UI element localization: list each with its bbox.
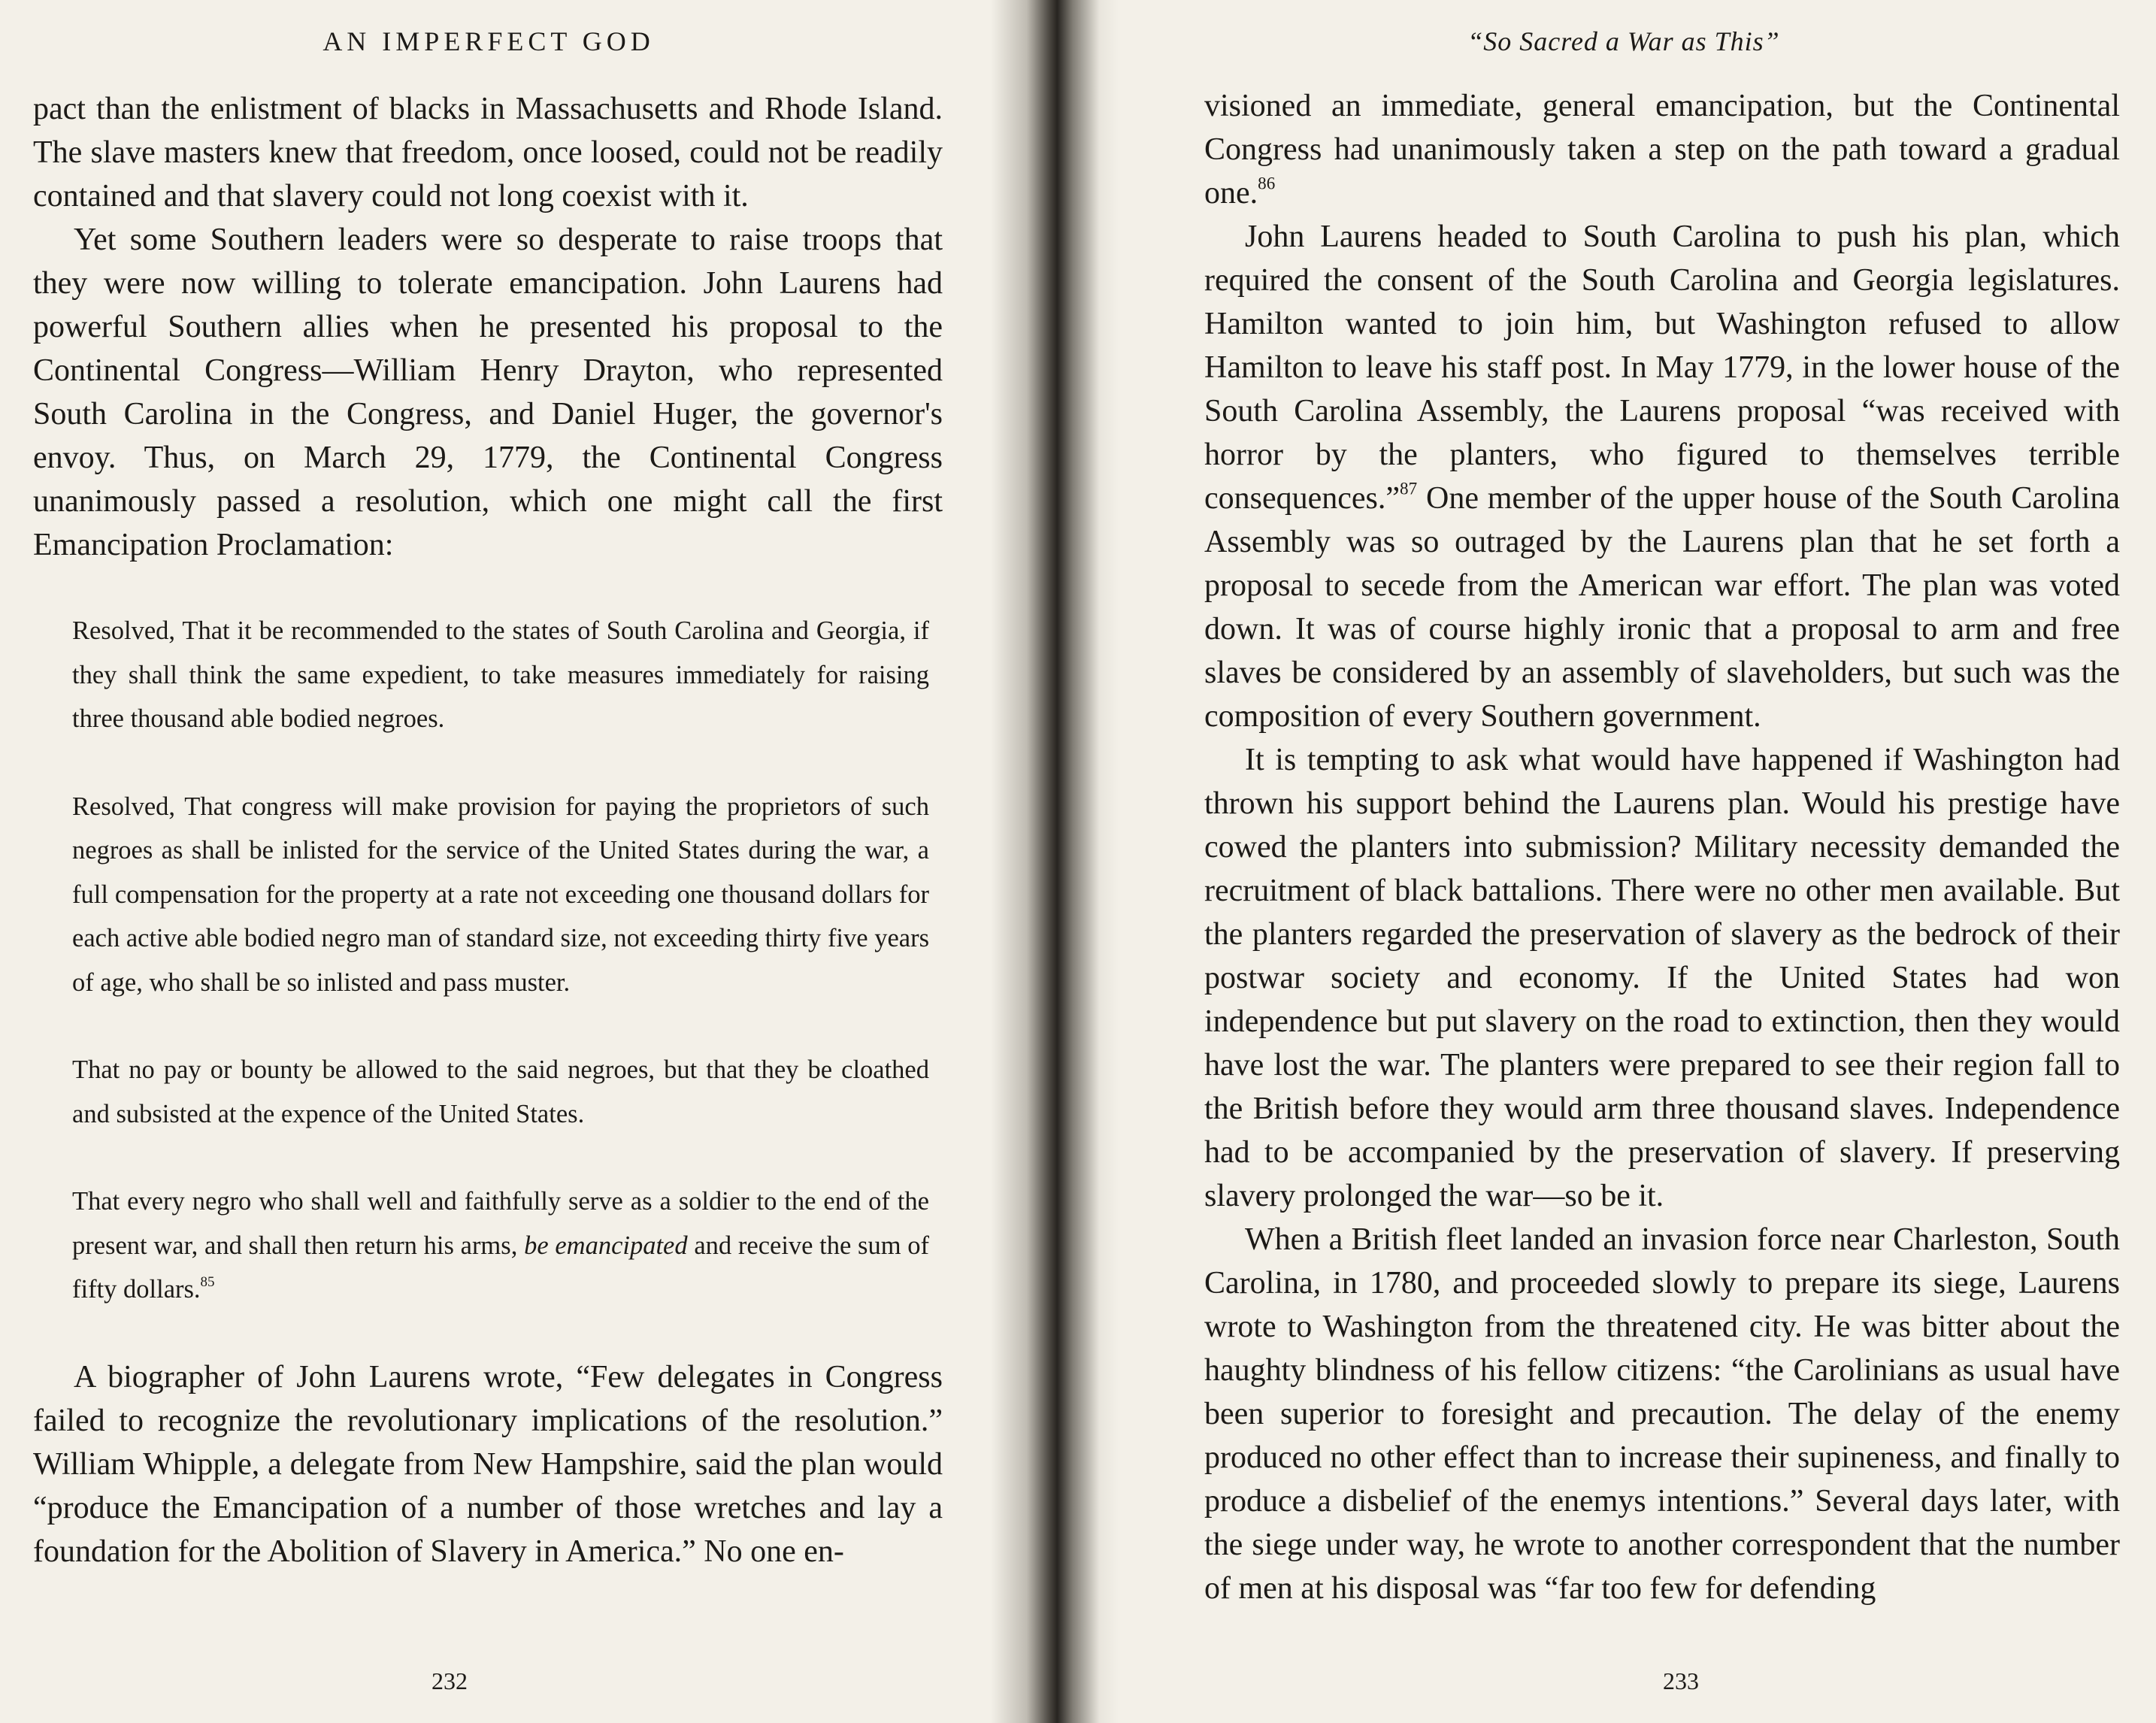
resolution-3: That no pay or bounty be allowed to the said negroes, but that they be cloathed and subsisted at the expence of the United States. — [72, 1055, 929, 1128]
left-page-body — [33, 87, 943, 1573]
resolution-4-end: and receive the sum of fifty dollars. — [72, 1231, 930, 1304]
resolution-4-italic: be emancipated — [524, 1231, 688, 1260]
paragraph-1: pact than the enlistment of blacks in Massachusetts and Rhode Island. The slave masters knew that freedom, once loosed, could not be readily contained and that slavery could not long coexist with it. — [33, 92, 943, 213]
running-head-left: AN IMPERFECT GOD — [322, 26, 655, 56]
paragraph-2 — [1204, 215, 2120, 738]
resolution-extract — [72, 609, 929, 1312]
page-number-left: 232 — [432, 1667, 468, 1694]
running-head-right: “So Sacred a War as This” — [1467, 26, 1780, 56]
resolution-1: Resolved, That it be recommended to the states of South Carolina and Georgia, if they shall think the same expedient, to take measures immediately for raising three thousand able bodied negroes. — [72, 616, 929, 733]
left-page — [0, 0, 1045, 1723]
paragraph-1 — [1204, 84, 2120, 215]
note-ref-85: 85 — [200, 1273, 215, 1290]
resolution-4-text: That every negro who shall well and faithfully serve as a soldier to the end of the present war, and shall then return his arms, — [72, 1187, 929, 1260]
resolution-4 — [72, 1179, 929, 1312]
resolution-2: Resolved, That congress will make provision for paying the proprietors of such negroes as shall be inlisted for the service of the United States during the war, a full compensation for the property at a rate not exceeding one thousand dollars for each active able bodied negro man of standard size, not exceeding thirty five years of age, who shall be so inlisted and pass muster. — [72, 792, 929, 997]
paragraph-2: Yet some Southern leaders were so desperate to raise troops that they were now willing to tolerate emancipation. John Laurens had powerful Southern allies when he presented his proposal to the Continental Congress—William Henry Drayton, who represented South Carolina in the Congress, and Daniel Huger, the governor's envoy. Thus, on March 29, 1779, the Continental Congress unanimously passed a resolution, which one might call the first Emancipation Proclamation: — [33, 223, 943, 562]
paragraph-3: A biographer of John Laurens wrote, “Few delegates in Congress failed to recognize the revolutionary implications of the resolution.” William Whipple, a delegate from New Hampshire, said the plan would “produce the Emancipation of a number of those wretches and lay a foundation for the Abolition of Slavery in America.” No one en- — [33, 1359, 943, 1569]
paragraph-4: When a British fleet landed an invasion force near Charleston, South Carolina, in 1780, and proceeded slowly to prepare its siege, Laurens wrote to Washington from the threatened city. He was bitter about the haughty blindness of his fellow citizens: “the Carolinians as usual have been superior to foresight and precaution. The delay of the enemy produced no other effect than to increase their supineness, and finally to produce a disbelief of the enemys intentions.” Several days later, with the siege under way, he wrote to another correspondent that the number of men at his disposal was “far too few for defending — [1204, 1222, 2120, 1606]
note-ref-86: 86 — [1258, 173, 1276, 193]
paragraph-2-rest: One member of the upper house of the South Carolina Assembly was so outraged by the Laurens plan that he set forth a proposal to secede from the American war effort. The plan was voted down. It was of course highly ironic that a proposal to arm and free slaves be considered by an assembly of slaveholders, but such was the composition of every Southern government. — [1204, 481, 2120, 734]
paragraph-3: It is tempting to ask what would have happened if Washington had thrown his support behind the Laurens plan. Would his prestige have cowed the planters into submission? Military necessity demanded the recruitment of black battalions. There were no other men available. But the planters regarded the preservation of slavery as the bedrock of their postwar society and economy. If the United States had won independence but put slavery on the road to extinction, then they would have lost the war. The planters were prepared to see their region fall to the British before they would arm three thousand slaves. Independence had to be accompanied by the preservation of slavery. If preserving slavery prolonged the war—so be it. — [1204, 743, 2120, 1213]
book-gutter-shadow — [991, 0, 1119, 1723]
paragraph-2-text: John Laurens headed to South Carolina to push his plan, which required the consent of the South Carolina and Georgia legislatures. Hamilton wanted to join him, but Washington refused to allow Hamilton to leave his staff post. In May 1779, in the lower house of the South Carolina Assembly, the Laurens proposal “was received with horror by the planters, who figured to themselves terrible consequences.” — [1204, 220, 2120, 516]
right-page-body — [1204, 84, 2120, 1610]
right-page — [1045, 0, 2156, 1723]
page-number-right: 233 — [1663, 1667, 1699, 1694]
paragraph-1-text: visioned an immediate, general emancipation, but the Continental Congress had unanimously taken a step on the path toward a gradual one. — [1204, 89, 2120, 210]
note-ref-87: 87 — [1400, 478, 1418, 498]
